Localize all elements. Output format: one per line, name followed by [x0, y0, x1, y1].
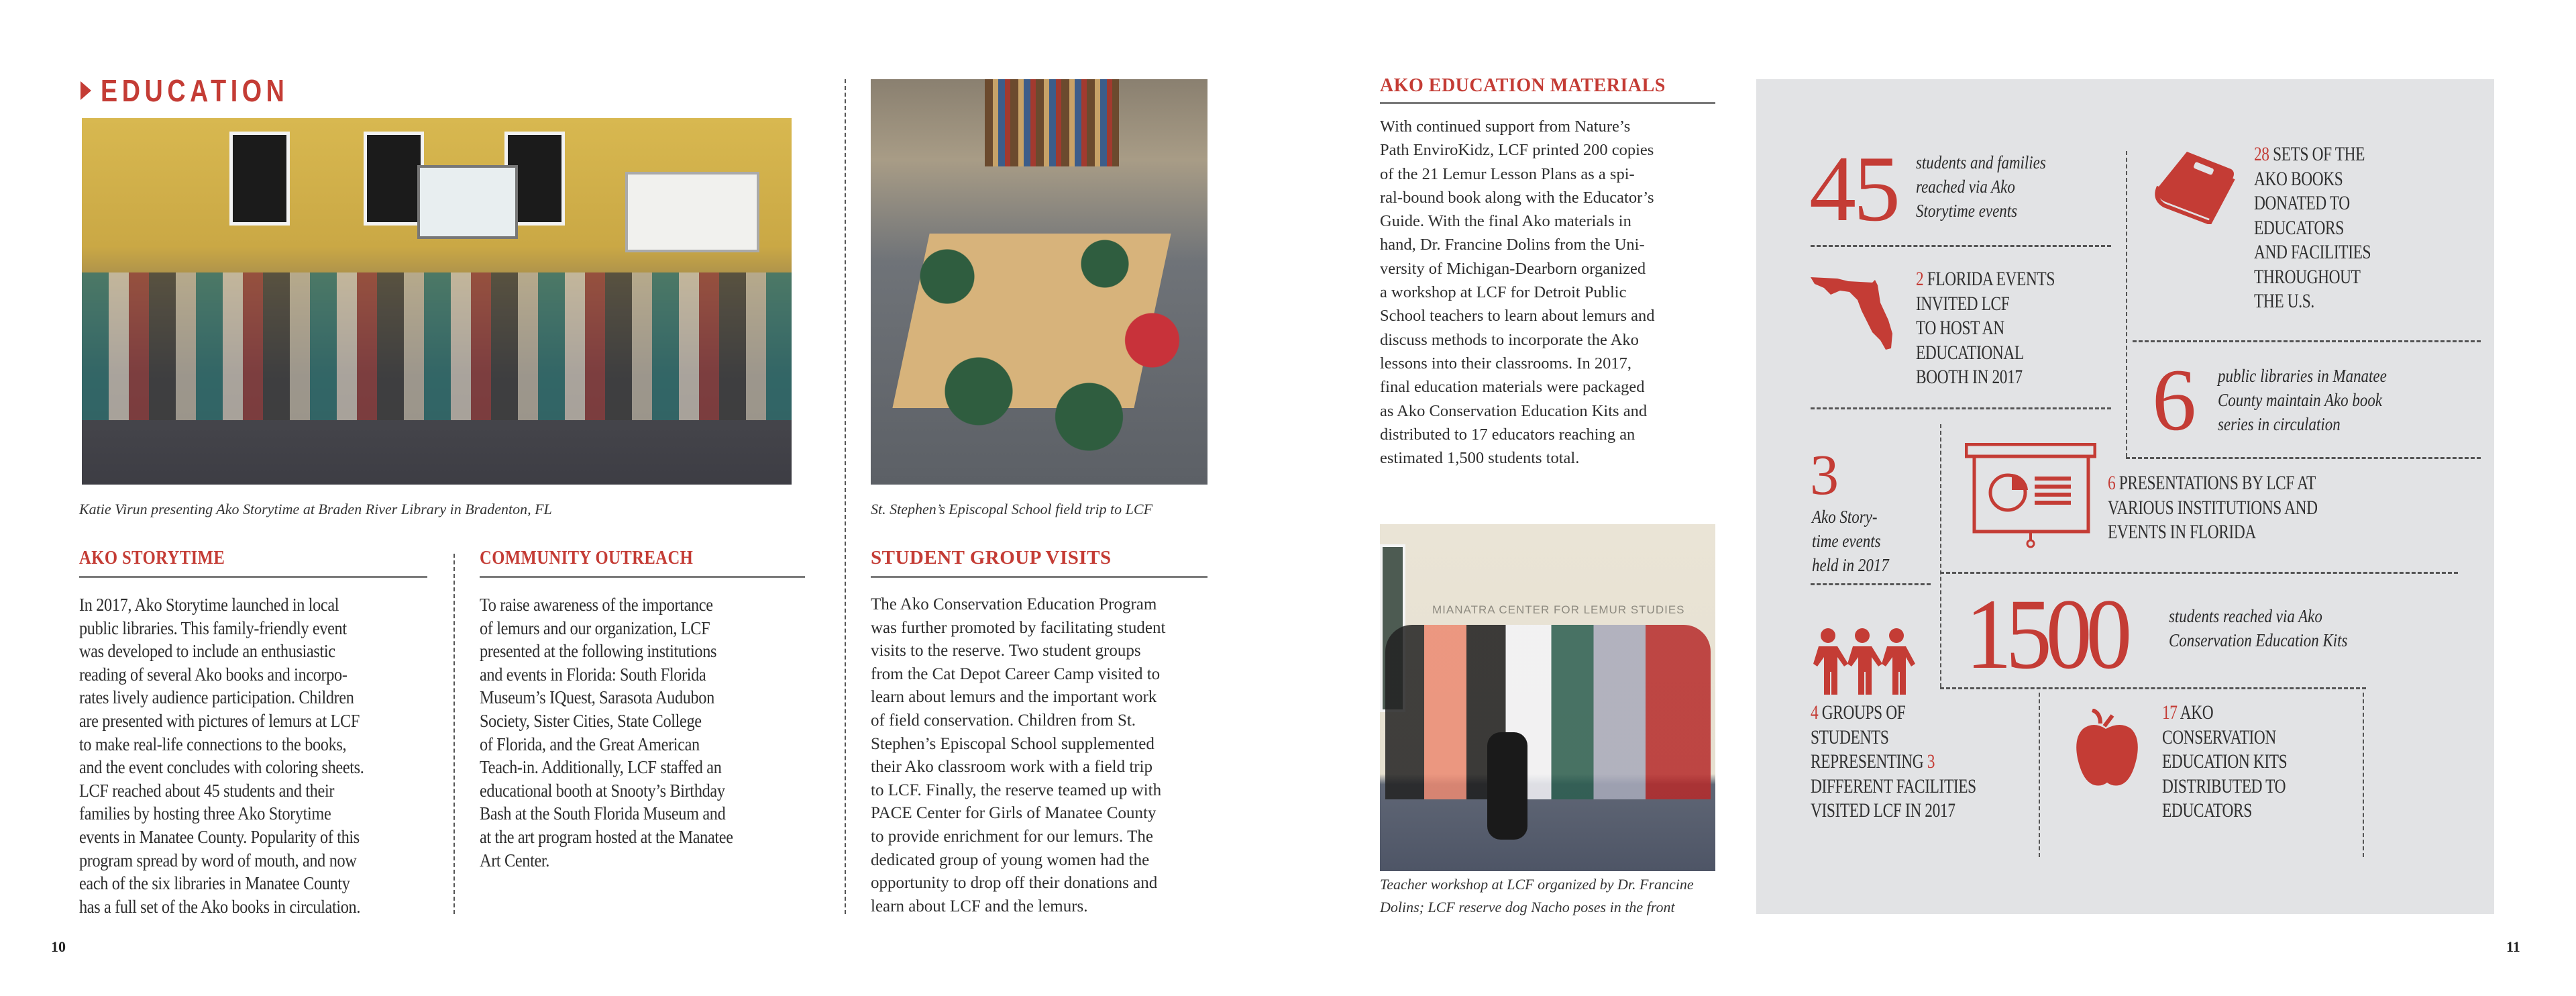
heading-rule: [871, 576, 1208, 578]
section-heading: STUDENT GROUP VISITS: [871, 547, 1112, 568]
panel-divider: [2126, 457, 2481, 459]
photo-caption: St. Stephen’s Episcopal School field trip to LCF: [871, 501, 1153, 517]
stat-number: 3: [1927, 750, 1935, 773]
panel-divider: [2133, 340, 2481, 342]
photo-sign-text: MIANATRA CENTER FOR LEMUR STUDIES: [1432, 603, 1685, 616]
stat-text: PRESENTATIONS BY LCF AT VARIOUS INSTITUTIONS AND EVENTS IN FLORIDA: [2108, 472, 2318, 543]
student-visits-body: The Ako Conservation Education Program was further promoted by facilitating student visits to the reserve. Two student groups from the Cat Depot Career Camp visited to learn about lemurs and the important work of field conservation. Children from St. Stephen’s Episcopal School supplemented their Ako classroom work with a field trip to LCF. Finally, the reserve teamed up with PACE Center for Girls of Manatee County to provide enrichment for our lemurs. The dedicated group of young women had the opportunity to drop off their donations and learn about LCF and the lemurs.: [871, 595, 1166, 915]
book-icon: [2152, 149, 2237, 224]
stat-label: students reached via Ako Conservation Education Kits: [2169, 606, 2348, 650]
stat-label: [2254, 142, 2371, 314]
column-divider: [453, 554, 455, 914]
stat-text: DIFFERENT FACILITIES VISITED LCF IN 2017: [1811, 775, 1976, 821]
photo-window: [229, 132, 290, 226]
stat-number: 4: [1811, 701, 1819, 724]
stat-number: 17: [2162, 701, 2178, 724]
panel-divider: [1811, 245, 2111, 247]
section-heading: AKO STORYTIME: [79, 547, 225, 568]
storytime-photo: [82, 118, 792, 485]
stat-label: [1916, 267, 2055, 390]
panel-divider: [2126, 151, 2127, 457]
panel-divider: [1811, 583, 1931, 585]
stat-number: 45: [1809, 137, 1898, 241]
panel-divider: [2363, 693, 2364, 857]
column-divider: [845, 79, 846, 914]
photo-whiteboard: [625, 172, 759, 252]
heading-rule: [1380, 102, 1715, 104]
stat-number: 3: [1810, 442, 1836, 507]
stat-number: 6: [2152, 350, 2194, 449]
photo-caption: Teacher workshop at LCF organized by Dr. Francine Dolins; LCF reserve dog Nacho poses in the front: [1380, 876, 1694, 915]
section-heading: AKO EDUCATION MATERIALS: [1380, 75, 1666, 96]
storytime-body: In 2017, Ako Storytime launched in local public libraries. This family-friendly event was developed to include an enthusiastic reading of several Ako books and incorpo- rates lively audience participation. Children are presented with pictures of lemurs at LCF to make real-life connections to the books, and the event concludes with coloring sheets. LCF reached about 45 students and their families by hosting three Ako Storytime events in Manatee County. Popularity of this program spread by word of mouth, and now each of the six libraries in Manatee County has a full set of the Ako books in circulation.: [79, 595, 364, 917]
stat-label: public libraries in Manatee County maintain Ako book series in circulation: [2218, 366, 2387, 434]
stat-text: FLORIDA EVENTS INVITED LCF TO HOST AN EDUCATIONAL BOOTH IN 2017: [1916, 268, 2055, 388]
stat-number: 2: [1916, 268, 1924, 290]
panel-divider: [2039, 693, 2040, 857]
apple-icon: [2074, 709, 2141, 788]
photo-caption: Katie Virun presenting Ako Storytime at Braden River Library in Bradenton, FL: [79, 501, 552, 517]
stat-label: Ako Story- time events held in 2017: [1812, 507, 1889, 575]
teacher-workshop-photo: [1380, 524, 1715, 871]
panel-divider: [1940, 572, 2458, 574]
photo-people: [1385, 625, 1711, 799]
page-number: 11: [2506, 938, 2520, 955]
heading-rule: [79, 576, 427, 578]
photo-window: [364, 132, 424, 226]
section-heading: COMMUNITY OUTREACH: [480, 547, 694, 568]
section-header: [80, 72, 330, 109]
outreach-body: To raise awareness of the importance of lemurs and our organization, LCF presented at the following institutions and events in Florida: South Florida Museum’s IQuest, Sarasota Audubon Society, Sister Cities, State College of Florida, and the Great American Teach-in. Additionally, LCF staffed an educational booth at Snooty’s Birthday Bash at the South Florida Museum and at the art program hosted at the Manatee Art Center.: [480, 595, 733, 870]
stat-text: AKO CONSERVATION EDUCATION KITS DISTRIBUTED TO EDUCATORS: [2162, 701, 2288, 821]
florida-map-icon: [1811, 276, 1894, 351]
photo-dog: [1487, 732, 1527, 840]
materials-body: With continued support from Nature’s Path EnviroKidz, LCF printed 200 copies of the 21 Lemur Lesson Plans as a spi- ral-bound book along with the Educator’s Guide. With the final Ako materials in hand, Dr. Francine Dolins from the Uni- versity of Michigan-Dearborn organized a workshop at LCF for Detroit Public School teachers to learn about lemurs and discuss methods to incorporate the Ako lessons into their classrooms. In 2017, final education materials were packaged as Ako Conservation Education Kits and distributed to 17 educators reaching an estimated 1,500 students total.: [1380, 117, 1655, 468]
photo-projector-screen: [417, 165, 518, 239]
stat-number: 28: [2254, 143, 2269, 165]
stat-label: [1811, 701, 1976, 824]
panel-divider: [1940, 424, 1941, 687]
stat-text: SETS OF THE AKO BOOKS DONATED TO EDUCATORS AND FACILITIES THROUGHOUT THE U.S.: [2254, 143, 2371, 312]
photo-students: [884, 200, 1199, 455]
stat-text: GROUPS OF STUDENTS REPRESENTING: [1811, 701, 1924, 773]
stat-label: [2162, 701, 2287, 824]
page-number: 10: [51, 938, 66, 955]
panel-divider: [1811, 407, 2111, 409]
heading-rule: [480, 576, 805, 578]
page-title: EDUCATION: [101, 73, 289, 108]
stat-number: 6: [2108, 472, 2116, 494]
stat-label: students and families reached via Ako Storytime events: [1916, 152, 2046, 221]
photo-bookshelf: [985, 79, 1119, 166]
stat-number: 1500: [1966, 579, 2127, 690]
triangle-marker-icon: [80, 81, 91, 100]
classroom-photo: [871, 79, 1208, 485]
stat-label: [2108, 471, 2318, 545]
photo-audience: [82, 272, 792, 420]
presentation-board-icon: [1965, 443, 2096, 549]
students-group-icon: [1809, 628, 1915, 695]
